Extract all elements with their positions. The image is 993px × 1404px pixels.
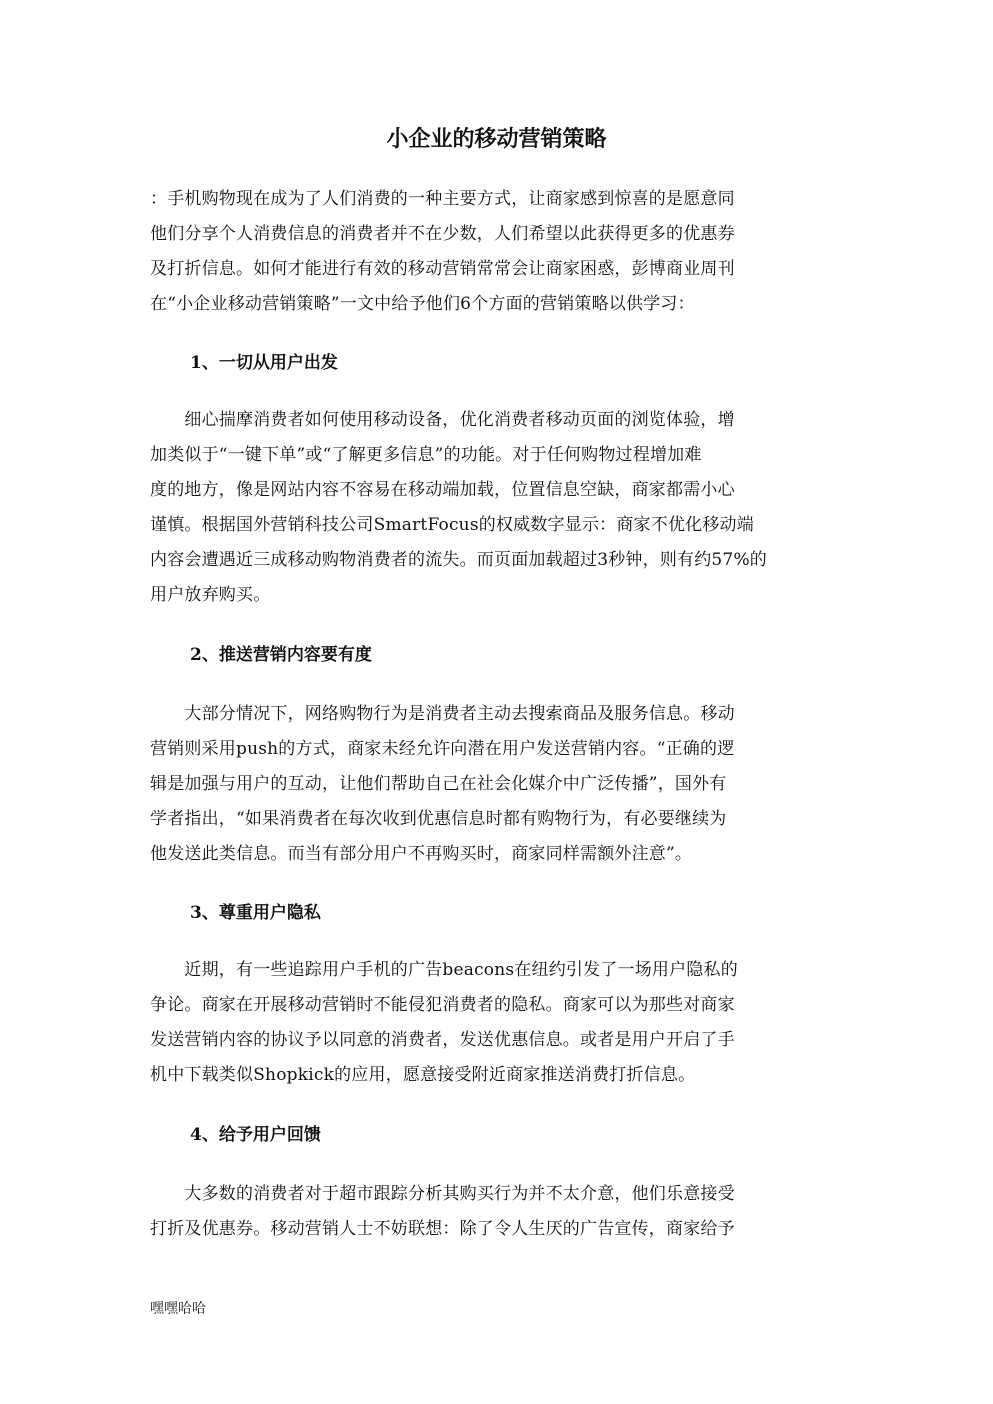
paragraph-line: 谨慎。根据国外营销科技公司SmartFocus的权威数字显示：商家不优化移动端 — [150, 515, 754, 535]
paragraph-line: 争论。商家在开展移动营销时不能侵犯消费者的隐私。商家可以为那些对商家 — [150, 995, 735, 1015]
section-2-paragraph — [150, 697, 870, 872]
paragraph-line: 辑是加强与用户的互动，让他们帮助自己在社会化媒介中广泛传播”，国外有 — [150, 774, 727, 794]
section-heading-3: 3、尊重用户隐私 — [190, 903, 321, 923]
paragraph-line: 加类似于“一键下单”或“了解更多信息”的功能。对于任何购物过程增加难 — [150, 445, 702, 465]
section-heading-2: 2、推送营销内容要有度 — [190, 645, 372, 665]
intro-line: 在“小企业移动营销策略”一文中给予他们6个方面的营销策略以供学习： — [150, 294, 695, 314]
paragraph-line: 机中下载类似Shopkick的应用，愿意接受附近商家推送消费打折信息。 — [150, 1065, 696, 1085]
paragraph-line: 发送营销内容的协议予以同意的消费者，发送优惠信息。或者是用户开启了手 — [150, 1030, 735, 1050]
paragraph-line: 度的地方，像是网站内容不容易在移动端加载，位置信息空缺，商家都需小心 — [150, 480, 735, 500]
intro-line: ：手机购物现在成为了人们消费的一种主要方式，让商家感到惊喜的是愿意同 — [150, 189, 735, 209]
paragraph-line: 用户放弃购买。 — [150, 585, 271, 605]
intro-paragraph — [150, 182, 870, 322]
paragraph-line: 大部分情况下，网络购物行为是消费者主动去搜索商品及服务信息。移动 — [150, 704, 735, 724]
paragraph-line: 细心揣摩消费者如何使用移动设备，优化消费者移动页面的浏览体验，增 — [150, 410, 735, 430]
page-title: 小企业的移动营销策略 — [386, 126, 607, 152]
section-1-paragraph — [150, 403, 870, 613]
section-heading-1: 1、一切从用户出发 — [190, 353, 338, 373]
page-footer: 嘿嘿哈哈 — [150, 1301, 206, 1317]
section-heading-4: 4、给予用户回馈 — [190, 1125, 321, 1145]
paragraph-line: 他发送此类信息。而当有部分用户不再购买时，商家同样需额外注意”。 — [150, 844, 693, 864]
paragraph-line: 学者指出，“如果消费者在每次收到优惠信息时都有购物行为，有必要继续为 — [150, 809, 727, 829]
paragraph-line: 近期，有一些追踪用户手机的广告beacons在纽约引发了一场用户隐私的 — [150, 960, 738, 980]
section-3-paragraph — [150, 953, 870, 1093]
intro-line: 他们分享个人消费信息的消费者并不在少数，人们希望以此获得更多的优惠券 — [150, 224, 735, 244]
section-4-paragraph — [150, 1177, 870, 1247]
paragraph-line: 内容会遭遇近三成移动购物消费者的流失。而页面加载超过3秒钟，则有约57%的 — [150, 550, 767, 570]
intro-line: 及打折信息。如何才能进行有效的移动营销常常会让商家困惑，彭博商业周刊 — [150, 259, 735, 279]
paragraph-line: 大多数的消费者对于超市跟踪分析其购买行为并不太介意，他们乐意接受 — [150, 1184, 735, 1204]
paragraph-line: 打折及优惠券。移动营销人士不妨联想：除了令人生厌的广告宣传，商家给予 — [150, 1219, 735, 1239]
paragraph-line: 营销则采用push的方式，商家未经允许向潜在用户发送营销内容。“正确的逻 — [150, 739, 735, 759]
